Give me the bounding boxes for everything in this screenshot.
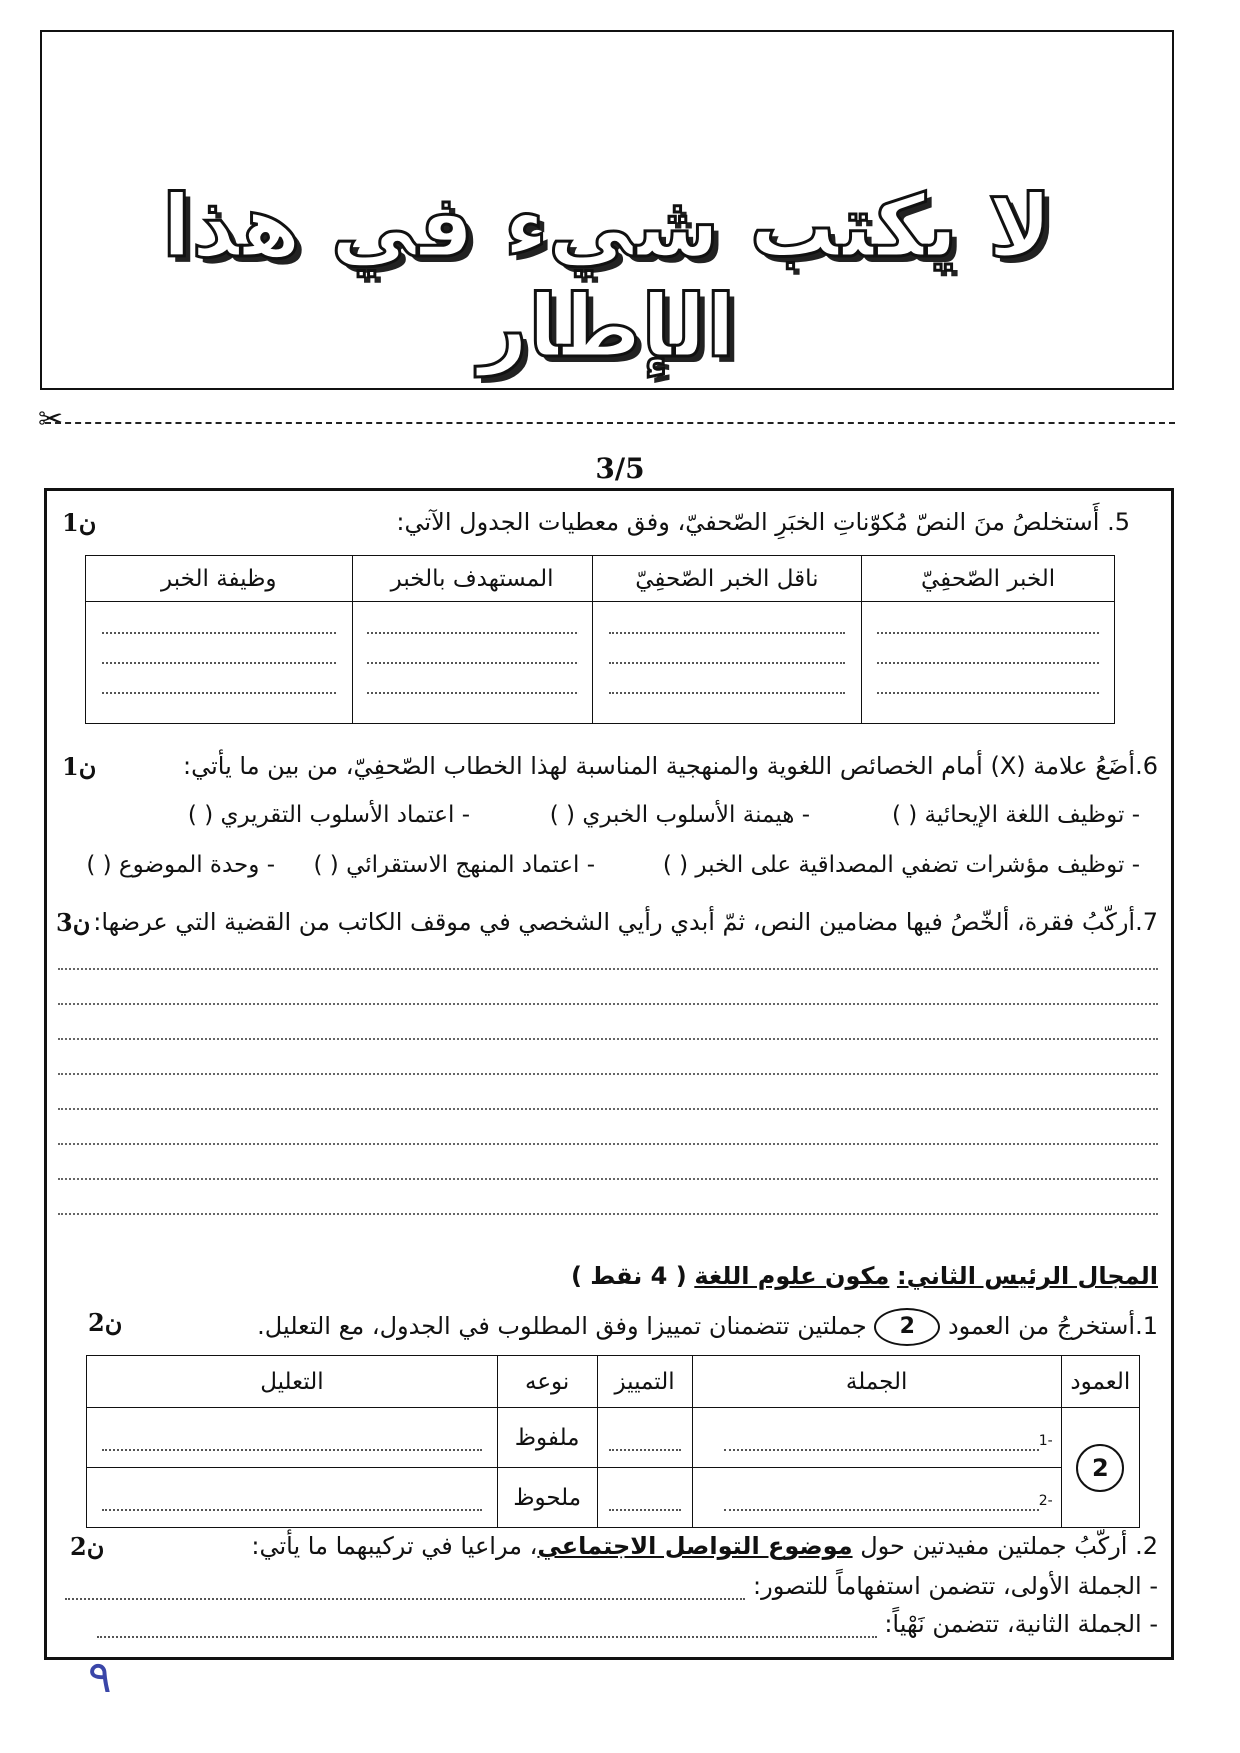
l1-reason-1[interactable]	[87, 1408, 498, 1468]
l2-line2-label: - الجملة الثانية، تتضمن نَهْياً:	[884, 1610, 1158, 1638]
q7-answer-line[interactable]	[58, 1073, 1158, 1075]
q7-answer-line[interactable]	[58, 1003, 1158, 1005]
q7-mark: 3ن	[56, 908, 91, 937]
l1-text-after: جملتين تتضمنان تمييزا وفق المطلوب في الجدول، مع التعليل.	[257, 1312, 867, 1340]
q6-text: 6.أضَعُ علامة (X) أمام الخصائص اللغوية والمنهجية المناسبة لهذا الخطاب الصّحفِيّ، من بين ما يأتي:	[182, 752, 1158, 780]
l2-mark: 2ن	[70, 1532, 105, 1561]
section2-title: المجال الرئيس الثاني:	[896, 1262, 1158, 1290]
l1-column-number-cell	[1061, 1408, 1139, 1528]
q5-answer-reporter[interactable]	[592, 602, 862, 724]
l2-line2	[97, 1610, 1158, 1638]
l2-line1	[65, 1572, 1158, 1600]
q5-mark: 1ن	[62, 508, 97, 537]
l1-table	[86, 1355, 1140, 1528]
q7-answer-line[interactable]	[58, 1108, 1158, 1110]
q7-answer-line[interactable]	[58, 968, 1158, 970]
l1-tamyiz-1[interactable]	[597, 1408, 692, 1468]
q5-col-function: وظيفة الخبر	[86, 556, 353, 602]
q6-choice-inductive-method[interactable]: - اعتماد المنهج الاستقرائي ( )	[313, 852, 595, 878]
handwritten-mark: ٩	[88, 1652, 112, 1703]
do-not-write-banner: لا يكتب شيء في هذا الإطار	[162, 177, 1052, 377]
l1-col-tamyiz: التمييز	[597, 1356, 692, 1408]
q5-answer-news[interactable]	[862, 602, 1115, 724]
l1-column-number: 2	[1076, 1444, 1124, 1492]
q7-answer-line[interactable]	[58, 1038, 1158, 1040]
l1-column-ref: 2	[874, 1308, 940, 1346]
q5-text: 5. أَستخلصُ منَ النصّ مُكوّناتِ الخبَرِ الصّحفيّ، وفق معطيات الجدول الآتي:	[396, 508, 1130, 536]
q5-col-news: الخبر الصّحفِيّ	[862, 556, 1115, 602]
l1-col-column: العمود	[1061, 1356, 1139, 1408]
l1-reason-2[interactable]	[87, 1468, 498, 1528]
l2-text-after: ، مراعيا في تركيبهما ما يأتي:	[251, 1532, 538, 1560]
q5-table	[85, 555, 1115, 724]
section2-heading	[571, 1262, 1158, 1290]
l1-mark: 2ن	[88, 1308, 123, 1337]
q7-answer-line[interactable]	[58, 1143, 1158, 1145]
l2-text-before: 2. أركّبُ جملتين مفيدتين حول	[860, 1532, 1158, 1560]
section2-points: ( 4 نقط )	[570, 1262, 687, 1290]
q5-col-reporter: ناقل الخبر الصّحفِيّ	[592, 556, 862, 602]
do-not-write-frame	[40, 30, 1174, 390]
scissors-icon: ✂	[38, 402, 64, 437]
page-number: 3/5	[595, 452, 645, 485]
l1-sentence-1[interactable]	[692, 1408, 1061, 1468]
q7-answer-line[interactable]	[58, 1213, 1158, 1215]
q6-choice-topic-unity[interactable]: - وحدة الموضوع ( )	[86, 852, 275, 878]
l2-line2-answer[interactable]	[97, 1636, 877, 1638]
l1-col-type: نوعه	[497, 1356, 597, 1408]
l1-sentence-2[interactable]	[692, 1468, 1061, 1528]
l2-line1-label: - الجملة الأولى، تتضمن استفهاماً للتصور:	[753, 1572, 1158, 1600]
l2-line1-answer[interactable]	[65, 1598, 745, 1600]
q6-mark: 1ن	[62, 752, 97, 781]
l1-type-2: ملحوظ	[497, 1468, 597, 1528]
q7-text: 7.أركّبُ فقرة، ألخّصُ فيها مضامين النص، ثمّ أبدي رأيي الشخصي في موقف الكاتب من القضية التي عرضها:	[93, 908, 1158, 936]
q5-answer-function[interactable]	[86, 602, 353, 724]
q5-answer-target[interactable]	[352, 602, 592, 724]
l1-row-number: -1	[1038, 1432, 1053, 1449]
q6-choice-suggestive-language[interactable]: - توظيف اللغة الإيحائية ( )	[891, 802, 1140, 828]
l1-text-before: 1.أستخرجُ من العمود	[947, 1312, 1158, 1340]
l1-type-1: ملفوظ	[497, 1408, 597, 1468]
q7-answer-line[interactable]	[58, 1178, 1158, 1180]
l1-tamyiz-2[interactable]	[597, 1468, 692, 1528]
l2-topic: موضوع التواصل الاجتماعي	[537, 1532, 853, 1560]
q5-col-target: المستهدف بالخبر	[352, 556, 592, 602]
section2-subtitle: مكون علوم اللغة	[694, 1262, 890, 1290]
l1-question	[257, 1308, 1158, 1346]
l1-col-sentence: الجملة	[692, 1356, 1061, 1408]
l2-question	[251, 1532, 1158, 1560]
l1-col-reason: التعليل	[87, 1356, 498, 1408]
q6-choice-reporting-style[interactable]: - اعتماد الأسلوب التقريري ( )	[187, 802, 470, 828]
l1-row-number: -2	[1038, 1492, 1053, 1509]
cut-line	[45, 422, 1175, 424]
q6-choice-informative-style[interactable]: - هيمنة الأسلوب الخبري ( )	[549, 802, 810, 828]
q6-choice-credibility-indicators[interactable]: - توظيف مؤشرات تضفي المصداقية على الخبر ( )	[662, 852, 1140, 878]
